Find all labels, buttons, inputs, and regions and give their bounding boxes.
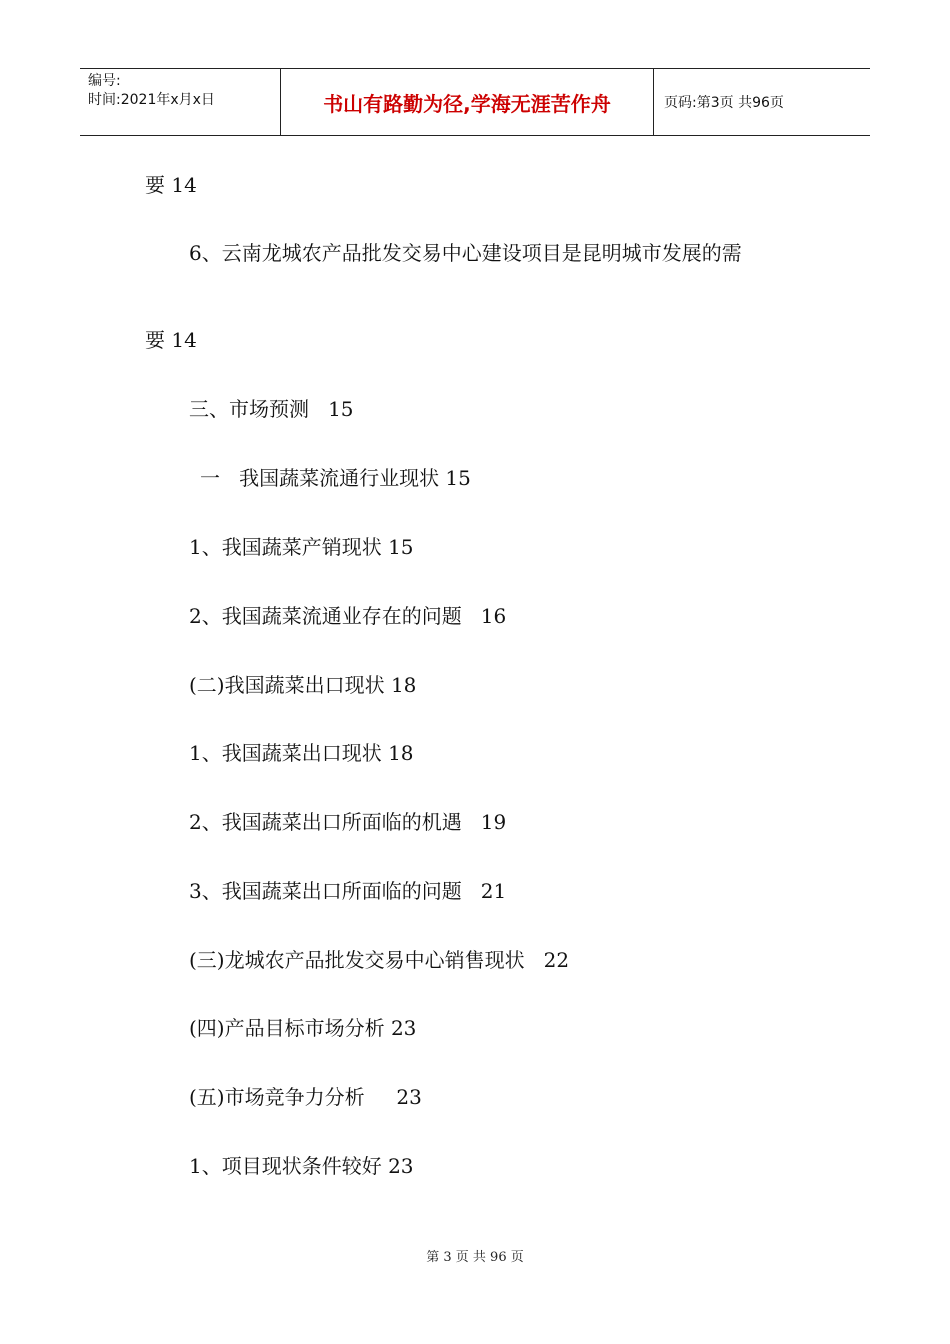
number-label: 编号: (88, 73, 121, 89)
header-page-info: 页码:第3页 共96页 (664, 95, 784, 111)
toc-line: 1、项目现状条件较好 23 (189, 1154, 414, 1178)
page-header (80, 68, 870, 136)
toc-line: 一 我国蔬菜流通行业现状 15 (200, 466, 471, 490)
toc-line: 三、市场预测 15 (189, 397, 354, 421)
toc-line: 1、我国蔬菜产销现状 15 (189, 535, 414, 559)
time-label: 时间:2021年x月x日 (88, 92, 215, 108)
header-meta (80, 69, 281, 135)
toc-line: 要 14 (145, 328, 197, 352)
toc-line: (四)产品目标市场分析 23 (189, 1016, 417, 1040)
toc-line: 2、我国蔬菜出口所面临的机遇 19 (189, 810, 507, 834)
toc-line: 2、我国蔬菜流通业存在的问题 16 (189, 604, 507, 628)
page-footer: 第 3 页 共 96 页 (426, 1250, 524, 1265)
toc-line: (二)我国蔬菜出口现状 18 (189, 673, 417, 697)
toc-line: 6、云南龙城农产品批发交易中心建设项目是昆明城市发展的需 (189, 241, 742, 265)
header-motto: 书山有路勤为径,学海无涯苦作舟 (281, 69, 654, 135)
toc-line: (五)市场竞争力分析 23 (189, 1085, 422, 1109)
toc-line: 3、我国蔬菜出口所面临的问题 21 (189, 879, 507, 903)
toc-line: (三)龙城农产品批发交易中心销售现状 22 (189, 948, 570, 972)
toc-line: 要 14 (145, 173, 197, 197)
toc-line: 1、我国蔬菜出口现状 18 (189, 741, 414, 765)
